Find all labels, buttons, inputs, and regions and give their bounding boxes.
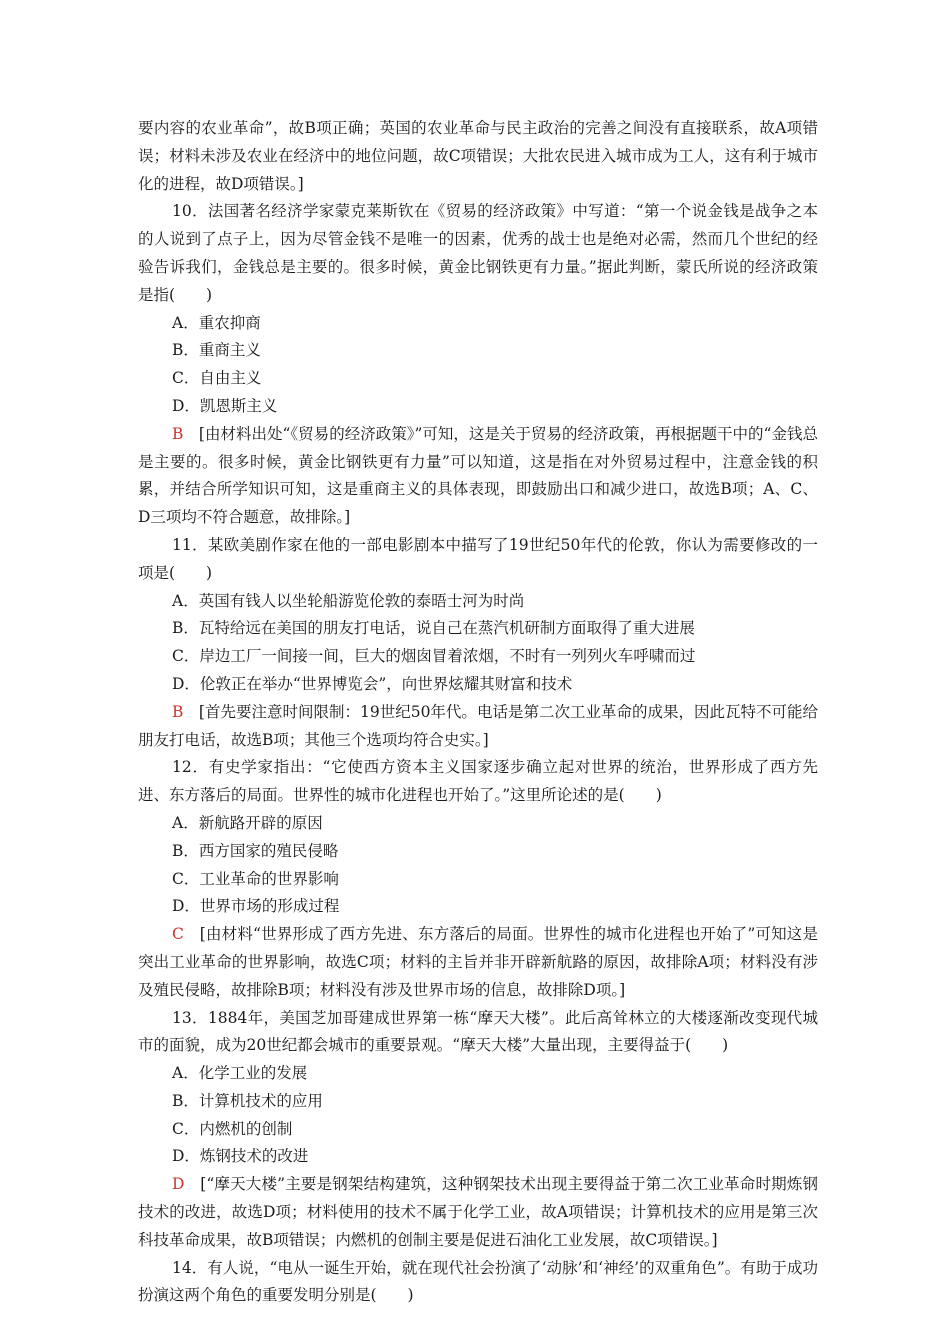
q13-option-c: C．内燃机的创制: [172, 1119, 293, 1138]
q10-option-a: A．重农抑商: [172, 313, 261, 332]
q11-option-c: C．岸边工厂一间接一间，巨大的烟囱冒着浓烟，不时有一列列火车呼啸而过: [172, 647, 696, 666]
question-13-options: [138, 1060, 818, 1171]
q12-option-a: A．新航路开辟的原因: [172, 813, 323, 832]
q12-option-b: B．西方国家的殖民侵略: [172, 841, 339, 860]
question-10-explanation: [138, 421, 818, 532]
q12-explanation-text: [由材料“世界形成了西方先进、东方落后的局面。世界性的城市化进程也开始了”可知这是突出工业革命的世界影响，故选C项；材料的主旨并非开辟新航路的原因，故排除A项；材料没有涉及殖民侵略，故排除B项；材料没有涉及世界市场的信息，故排除D项。]: [138, 925, 818, 999]
question-13-explanation: [138, 1171, 818, 1254]
question-11-stem: 11．某欧美剧作家在他的一部电影剧本中描写了19世纪50年代的伦敦，你认为需要修改的一项是( ): [138, 535, 818, 582]
q11-answer-letter: B: [172, 702, 184, 721]
q12-option-d: D．世界市场的形成过程: [172, 897, 340, 916]
q13-answer-letter: D: [172, 1175, 185, 1194]
question-10-options: [138, 310, 818, 421]
question-10-stem: 10．法国著名经济学家蒙克莱斯钦在《贸易的经济政策》中写道：“第一个说金钱是战争之本的人说到了点子上，因为尽管金钱不是唯一的因素，优秀的战士也是绝对必需，然而几个世纪的经验告诉我们，金钱总是主要的。很多时候，黄金比钢铁更有力量。”据此判断，蒙氏所说的经济政策是指( ): [138, 202, 818, 304]
q10-option-c: C．自由主义: [172, 369, 262, 388]
q10-explanation-text: [由材料出处“《贸易的经济政策》”可知，这是关于贸易的经济政策，再根据题干中的“金钱总是主要的。很多时候，黄金比钢铁更有力量”可以知道，这是指在对外贸易过程中，注意金钱的积累，并结合所学知识可知，这是重商主义的具体表现，即鼓励出口和减少进口，故选B项；A、C、D三项均不符合题意，故排除。]: [138, 424, 818, 527]
document-page: [138, 115, 818, 1310]
q13-option-b: B．计算机技术的应用: [172, 1091, 323, 1110]
q13-option-d: D．炼钢技术的改进: [172, 1147, 309, 1166]
q12-option-c: C．工业革命的世界影响: [172, 869, 339, 888]
q10-answer-letter: B: [172, 424, 184, 443]
q13-explanation-text: [“摩天大楼”主要是钢架结构建筑，这种钢架技术出现主要得益于第二次工业革命时期炼钢技术的改进，故选D项；材料使用的技术不属于化学工业，故A项错误；计算机技术的应用是第三次科技革命成果，故B项错误；内燃机的创制主要是促进石油化工业发展，故C项错误。]: [138, 1175, 818, 1249]
q11-explanation-text: [首先要注意时间限制：19世纪50年代。电话是第二次工业革命的成果，因此瓦特不可能给朋友打电话，故选B项；其他三个选项均符合史实。]: [138, 702, 818, 749]
question-12-stem: 12．有史学家指出：“它使西方资本主义国家逐步确立起对世界的统治，世界形成了西方先进、东方落后的局面。世界性的城市化进程也开始了。”这里所论述的是( ): [138, 758, 818, 805]
prev-explanation: 要内容的农业革命”，故B项正确；英国的农业革命与民主政治的完善之间没有直接联系，故A项错误；材料未涉及农业在经济中的地位问题，故C项错误；大批农民进入城市成为工人，这有利于城市化的进程，故D项错误。]: [138, 119, 818, 193]
question-11-options: [138, 588, 818, 699]
q11-option-a: A．英国有钱人以坐轮船游览伦敦的泰晤士河为时尚: [172, 591, 525, 610]
question-11-explanation: [138, 699, 818, 755]
question-13-stem: 13．1884年，美国芝加哥建成世界第一栋“摩天大楼”。此后高耸林立的大楼逐渐改变现代城市的面貌，成为20世纪都会城市的重要景观。“摩天大楼”大量出现，主要得益于( ): [138, 1008, 818, 1055]
q10-option-d: D．凯恩斯主义: [172, 396, 278, 415]
question-14-stem: 14．有人说，“电从一诞生开始，就在现代社会扮演了‘动脉’和‘神经’的双重角色”。有助于成功扮演这两个角色的重要发明分别是( ): [138, 1258, 818, 1305]
q10-option-b: B．重商主义: [172, 341, 261, 360]
q11-option-b: B．瓦特给远在美国的朋友打电话，说自己在蒸汽机研制方面取得了重大进展: [172, 619, 695, 638]
q11-option-d: D．伦敦正在举办“世界博览会”，向世界炫耀其财富和技术: [172, 674, 573, 693]
question-12-explanation: [138, 921, 818, 1004]
q12-answer-letter: C: [172, 925, 184, 944]
question-12-options: [138, 810, 818, 921]
q13-option-a: A．化学工业的发展: [172, 1064, 308, 1083]
